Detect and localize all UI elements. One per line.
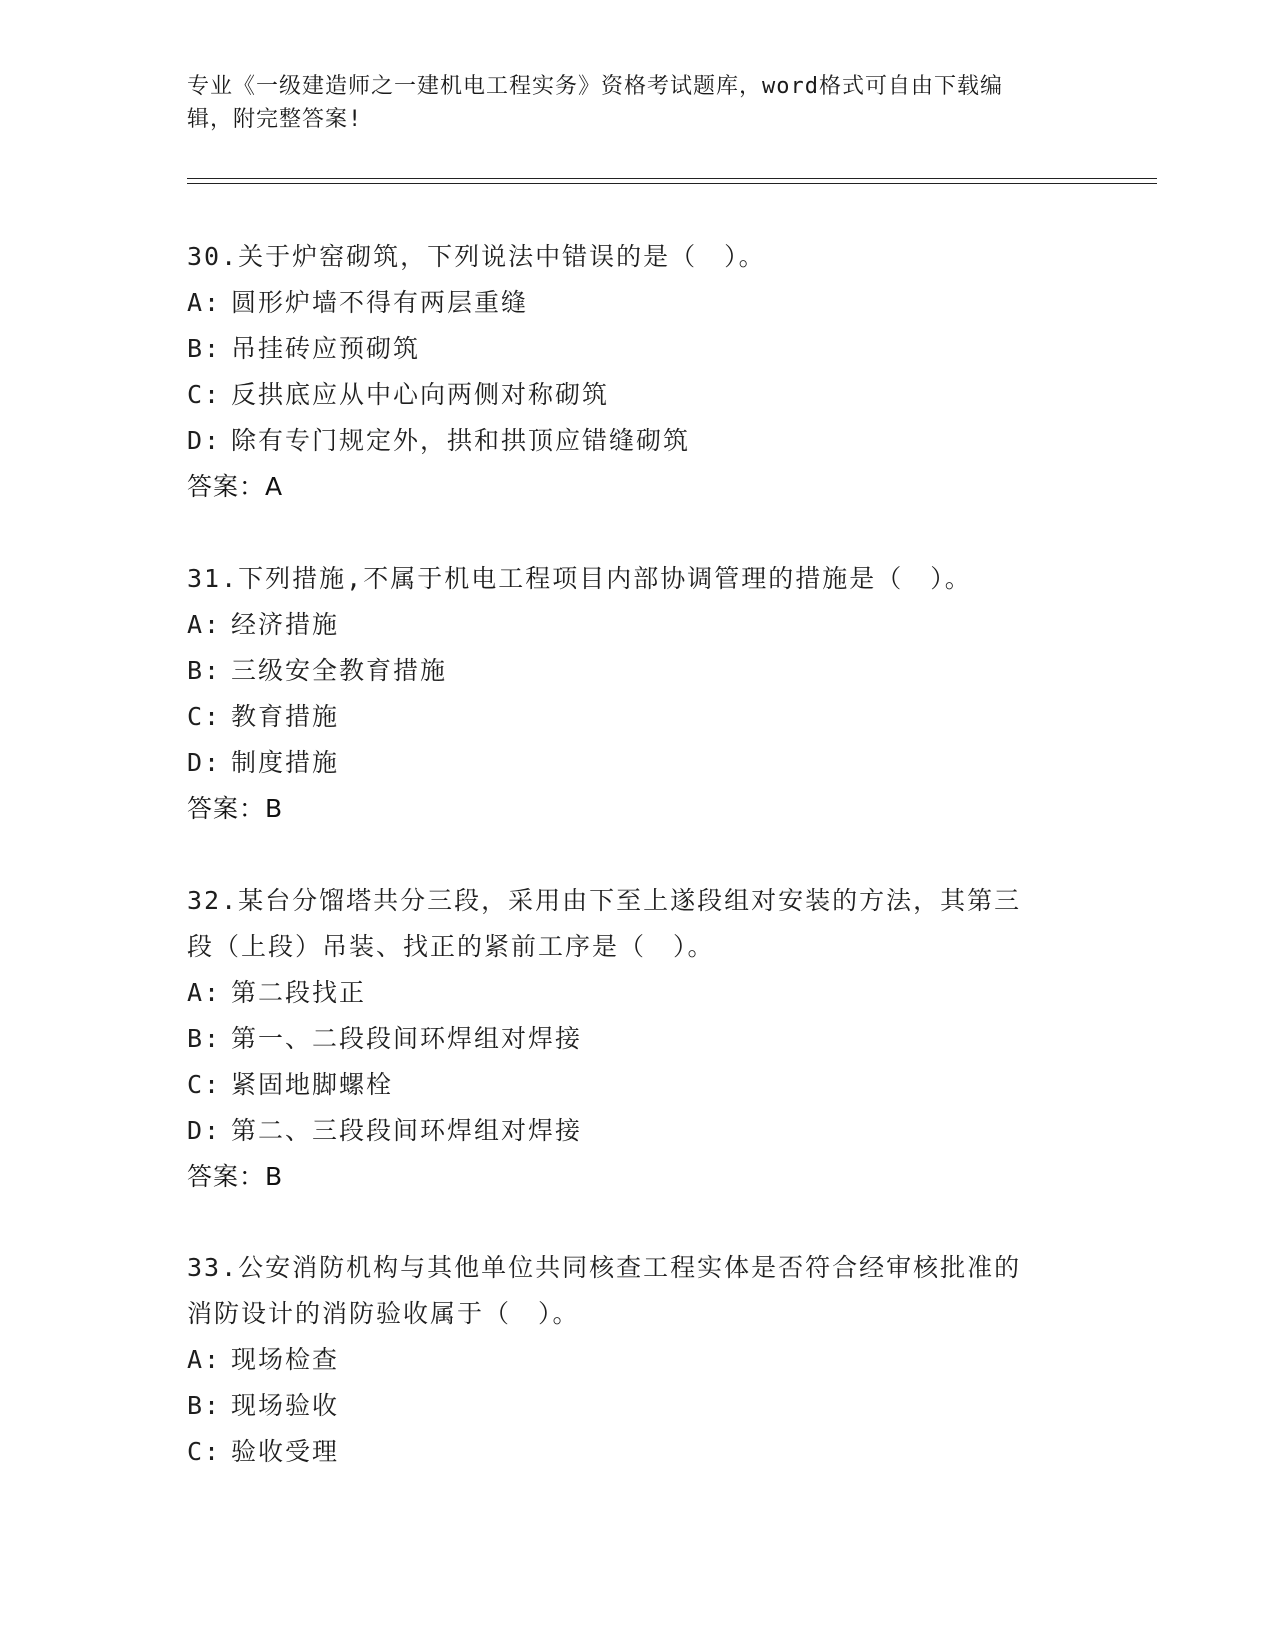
option-a xyxy=(187,602,1087,648)
option-key: A: xyxy=(187,610,222,639)
question-stem-line-2: 消防设计的消防验收属于（ ）。 xyxy=(187,1299,580,1328)
option-key: C: xyxy=(187,1070,222,1099)
question-stem-line-2: 段（上段）吊装、找正的紧前工序是（ ）。 xyxy=(187,932,715,961)
option-a xyxy=(187,280,1087,326)
option-key: D: xyxy=(187,1116,222,1145)
question-stem-line-1: 33.公安消防机构与其他单位共同核查工程实体是否符合经审核批准的 xyxy=(187,1253,1022,1282)
option-key: B: xyxy=(187,1024,222,1053)
option-key: A: xyxy=(187,288,222,317)
option-d xyxy=(187,418,1087,464)
option-text: 三级安全教育措施 xyxy=(231,656,448,685)
option-text: 教育措施 xyxy=(231,702,340,731)
question-stem: 30.关于炉窑砌筑，下列说法中错误的是（ ）。 xyxy=(187,242,766,271)
question-30 xyxy=(187,234,1087,510)
header-line-2: 辑，附完整答案! xyxy=(187,107,363,132)
option-key: D: xyxy=(187,426,222,455)
question-31 xyxy=(187,556,1087,832)
option-b xyxy=(187,648,1087,694)
option-c xyxy=(187,694,1087,740)
header-divider-top xyxy=(187,178,1157,179)
option-key: B: xyxy=(187,1391,222,1420)
option-text: 圆形炉墙不得有两层重缝 xyxy=(231,288,529,317)
option-c xyxy=(187,1429,1087,1475)
option-key: A: xyxy=(187,978,222,1007)
option-text: 第一、二段段间环焊组对焊接 xyxy=(231,1024,583,1053)
option-d xyxy=(187,1108,1087,1154)
option-a xyxy=(187,1337,1087,1383)
question-stem: 31.下列措施,不属于机电工程项目内部协调管理的措施是（ ）。 xyxy=(187,564,972,593)
answer-line: 答案：A xyxy=(187,472,284,501)
answer-line: 答案：B xyxy=(187,794,284,823)
option-key: C: xyxy=(187,380,222,409)
answer-line: 答案：B xyxy=(187,1162,284,1191)
option-d xyxy=(187,740,1087,786)
option-text: 经济措施 xyxy=(231,610,340,639)
option-c xyxy=(187,372,1087,418)
option-text: 第二段找正 xyxy=(231,978,367,1007)
option-text: 吊挂砖应预砌筑 xyxy=(231,334,421,363)
header-line-1: 专业《一级建造师之一建机电工程实务》资格考试题库，word格式可自由下载编 xyxy=(187,74,1003,99)
option-text: 反拱底应从中心向两侧对称砌筑 xyxy=(231,380,610,409)
option-c xyxy=(187,1062,1087,1108)
option-text: 现场检查 xyxy=(231,1345,340,1374)
question-32 xyxy=(187,878,1087,1200)
option-b xyxy=(187,1383,1087,1429)
option-b xyxy=(187,1016,1087,1062)
option-text: 紧固地脚螺栓 xyxy=(231,1070,394,1099)
option-a xyxy=(187,970,1087,1016)
header-divider-bottom xyxy=(187,183,1157,184)
option-key: D: xyxy=(187,748,222,777)
option-text: 第二、三段段间环焊组对焊接 xyxy=(231,1116,583,1145)
document-header xyxy=(187,70,1067,136)
option-key: B: xyxy=(187,334,222,363)
question-33 xyxy=(187,1245,1087,1475)
option-text: 验收受理 xyxy=(231,1437,340,1466)
option-text: 制度措施 xyxy=(231,748,340,777)
option-key: B: xyxy=(187,656,222,685)
option-key: C: xyxy=(187,702,222,731)
option-b xyxy=(187,326,1087,372)
option-key: C: xyxy=(187,1437,222,1466)
option-key: A: xyxy=(187,1345,222,1374)
option-text: 除有专门规定外，拱和拱顶应错缝砌筑 xyxy=(231,426,691,455)
question-stem-line-1: 32.某台分馏塔共分三段，采用由下至上遂段组对安装的方法，其第三 xyxy=(187,886,1022,915)
option-text: 现场验收 xyxy=(231,1391,340,1420)
